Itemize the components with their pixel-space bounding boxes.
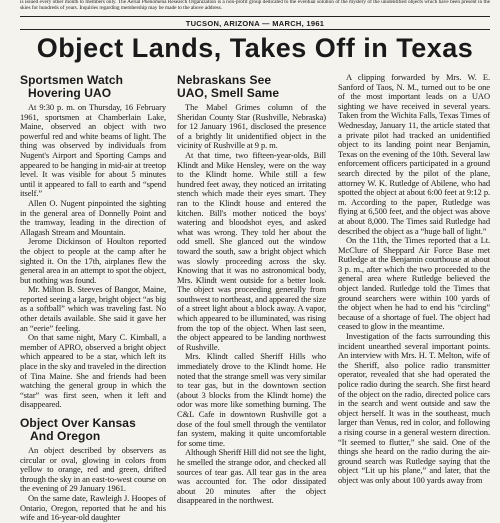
paragraph: At that time, two fifteen-year-olds, Bill Klindt and Mike Hensley, were on the way to the Klindt home. While still a few hundred feet away, they noticed an irritating stench which made their eyes smart. They ran to the Klindt house and entered the kitchen. Bill's mother noticed the boys' watering and bloodshot eyes, and asked what was wrong. They told her about the odd smell. She glanced out the window toward the south, saw a bright object which was slowly proceeding across the sky. Knowing that it was no astronomical body, Mrs. Klindt went outside for a better look. The object was proceeding generally from southwest to northeast, and appeared the size of a street light about a block away. A vapor, which appeared to be illuminated, was rising from the top of the object. When last seen, the object appeared to be landing northwest of Rushville. <box>177 149 326 352</box>
paragraph: The Mabel Grimes column of the Sheridan County Star (Rushville, Nebraska) for 12 January 1961, disclosed the presence of a brightly lit unidentified object in the vicinity of Rushville at 9 p. m. <box>177 102 326 151</box>
column-3 <box>338 73 490 500</box>
paragraph: A clipping forwarded by Mrs. W. E. Sanford of Taos, N. M., turned out to be one of the most important leads on a UAO sighting we have received in several years. Taken from the Wichita Falls, Texas Times of Wednesday, January 11, the article stated that a private pilot had tracked an unidentified object to its landing point near Benjamin, Texas on the evening of the 10th. Several law enforcement officers participated in a ground search directed by the pilot of the plane, attorney W. K. Rutledge of Abilene, who had spotted the object at about 6:00 feet at 9:12 p. m. According to the paper, Rutledge was flying at 6,500 feet, and the object was above at about 8,000. The Times said Rutledge had described the object as a “huge ball of light.” <box>338 72 490 236</box>
paragraph: On the same date, Rawleigh J. Hoopes of Ontario, Oregon, reported that he and his wife and 16-year-old daughter <box>20 492 166 523</box>
paragraph: Allen O. Nugent pinpointed the sighting in the general area of Donnelly Point and the tramway, leading in the direction of Allagash Stream and Mountain. <box>20 197 166 237</box>
subhead-sportsmen <box>20 74 166 100</box>
subhead-line: Object Over Kansas <box>20 416 136 430</box>
subhead-nebraskans <box>177 74 326 100</box>
subhead-line: And Oregon <box>30 429 101 443</box>
subhead-line: Hovering UAO <box>28 86 112 100</box>
paragraph: Mr. Milton B. Steeves of Bangor, Maine, reported seeing a large, bright object “as big as a softball” which was traveling fast. No other details available. She said it gave her an “eerie” feeling. <box>20 284 166 333</box>
paragraph: Mrs. Klindt called Sheriff Hills who immediately drove to the Klindt home. He noted that the strange smell was very similar to tear gas, but in the downtown section (about 3 blocks from the Klindt home) the odor was more like something burning. The C&L Cafe in downtown Rushville got a dose of the foul smell through the ventilator fan system, making it quite uncomfortable for some time. <box>177 351 326 448</box>
masthead-notice: is issued every other month to members only. The Aerial Phenomena Research Organization is a non-profit group dedicated to the eventual solution of the mystery of the unidentified objects which have been present in the skies for hundreds of years. Inquiries regarding membership may be made to the above address. <box>20 0 490 11</box>
paragraph: At 9:30 p. m. on Thursday, 16 February 1961, sportsmen at Chamberlain Lake, Maine, observed an object with two powerful red and white beams of light. The thing was observed by individuals from Nugent's Airport and Sporting Camps and appeared to be hanging in mid-air at treetop level. It was visible for about 5 minutes until it appeared to fall to earth and “spend itself.” <box>20 102 166 199</box>
paragraph: Investigation of the facts surrounding this incident unearthed several important points. An interview with Mrs. H. T. Melton, wife of the Sheriff, also police radio transmitter operator, revealed that she had operated the police radio during the search. She first heard of the object on the radio, directed police cars in the search and went outside and saw the object herself. It was in the southeast, much larger than Venus, red in color, and following a rising course in a general western direction. “It seemed to flutter,” she said. One of the things she heard on the radio during the air-ground search was Rutledge saying that the object “Lit up his plane,” and later, that the object was only about 100 yards away from <box>338 331 490 485</box>
column-1 <box>20 73 166 523</box>
subhead-line: UAO, Smell Same <box>177 86 280 100</box>
subhead-kansas-oregon <box>20 417 166 443</box>
subhead-line: Nebraskans See <box>177 73 272 87</box>
subhead-line: Sportsmen Watch <box>20 73 124 87</box>
headline: Object Lands, Takes Off in Texas <box>36 33 474 63</box>
dateline: TUCSON, ARIZONA — MARCH, 1961 <box>185 19 325 28</box>
paragraph: On that same night, Mary C. Kimball, a member of APRO, observed a bright object which appeared to be a star, which left its place in the sky and traveled in the direction of Tina Maine. She and friends had been watching the general group in which the “star” was first seen, when it left and disappeared. <box>20 332 166 410</box>
paragraph: An object described by observers as circular or oval, glowing in colors from yellow to orange, red and green, drifted through the sky in an east-to-west course on the evening of 29 January 1961. <box>20 445 166 494</box>
paragraph: Jerome Dickinson of Houlton reported the object to people at the camp after he sighted it. On the 17th, airplanes flew the general area in an attempt to spot the object, but nothing was found. <box>20 236 166 285</box>
paragraph: On the 11th, the Times reported that a Lt. McClure of Sheppard Air Force Base met Rutledge at the Benjamin courthouse at about 3 p. m., after which the two proceeded to the general area where Rutledge believed the object landed. Rutledge told the Times that ground searchers were within 100 yards of the object when he had to end his “circling” because of a shortage of fuel. The object had ceased to glow in the meantime. <box>338 235 490 332</box>
column-2 <box>177 73 326 506</box>
paragraph: Although Sheriff Hill did not see the light, he smelled the strange odor, and checked all sources of tear gas. All tear gas in the area was accounted for. The odor dissipated about 20 minutes after the object disappeared in the northwest. <box>177 447 326 506</box>
top-rule <box>20 16 490 17</box>
